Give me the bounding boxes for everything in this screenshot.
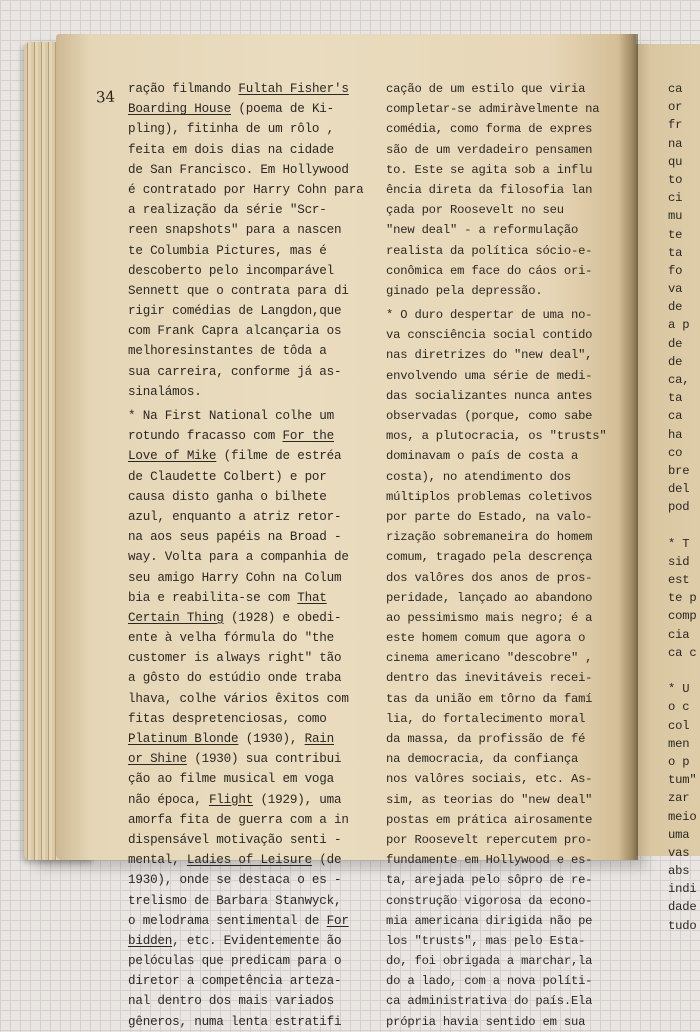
text-segment: na aos seus papéis na Broad -: [128, 530, 342, 545]
text-segment: mental,: [128, 853, 187, 868]
text-line: envolvendo uma série de medi-: [386, 368, 593, 383]
text-fragment: ca: [668, 82, 683, 96]
text-line: rização sobremaneira do homem: [386, 530, 593, 545]
text-line: [128, 362, 392, 382]
text-line: [128, 341, 392, 361]
text-line: [128, 911, 392, 931]
left-text-column: [128, 79, 392, 1032]
text-fragment: va: [668, 282, 683, 297]
text-line: [128, 79, 392, 99]
text-line: do a lado, com a nova políti-: [386, 974, 593, 989]
text-segment: (1930),: [238, 732, 305, 746]
text-line: [128, 487, 392, 507]
text-fragment: fo: [668, 263, 683, 278]
text-line: [128, 790, 392, 810]
text-line: [128, 220, 392, 240]
text-segment: ração filmando: [128, 82, 239, 96]
film-title: or Shine: [128, 752, 187, 767]
text-segment: way. Volta para a companhia de: [128, 550, 349, 565]
text-fragment: qu: [668, 154, 683, 169]
text-line: [128, 588, 392, 608]
text-line: [128, 547, 392, 567]
text-line: * O duro despertar de uma no-: [386, 308, 593, 323]
text-fragment: fr: [668, 118, 683, 133]
text-line: [128, 648, 392, 668]
text-line: [128, 467, 392, 487]
text-line: dos valôres dos anos de pros-: [386, 570, 593, 585]
film-title: For: [326, 913, 349, 928]
text-line: [128, 810, 392, 830]
text-fragment: tudo: [668, 918, 697, 933]
text-segment: pelóculas que predicam para o: [128, 954, 342, 969]
text-segment: trelismo de Barbara Stanwyck,: [128, 893, 342, 908]
text-segment: o melodrama sentimental de: [128, 913, 327, 928]
text-line: [128, 830, 392, 850]
text-line: mos, a plutocracia, os "trusts": [386, 429, 607, 444]
film-title: Certain Thing: [128, 610, 224, 625]
right-page-text-fragment: [668, 79, 700, 934]
text-segment: amorfa fita de guerra com a in: [128, 812, 349, 827]
text-segment: a realização da série "Scr-: [128, 203, 327, 218]
text-line: [128, 729, 392, 749]
text-line: lia, do fortalecimento moral: [386, 711, 586, 726]
text-segment: de Claudette Colbert) e por: [128, 469, 327, 484]
text-line: [128, 507, 392, 527]
text-line: dominavam o país de costa a: [386, 449, 579, 464]
text-line: das socializantes nunca antes: [386, 388, 593, 403]
text-line: conômica em face do cáos ori-: [386, 263, 593, 278]
text-segment: (1930) sua contribui: [186, 752, 342, 767]
text-line: do, foi obrigada a marchar,la: [386, 954, 593, 969]
text-line: por Roosevelt repercutem pro-: [386, 832, 593, 847]
text-line: [128, 749, 392, 769]
text-fragment: de: [668, 354, 683, 369]
text-fragment: ca,: [668, 373, 690, 387]
text-line: construção vigorosa da econo-: [386, 893, 593, 908]
text-line: na democracia, da confiança: [386, 752, 579, 767]
text-segment: rigir comédias de Langdon,que: [128, 304, 342, 319]
text-line: [128, 1012, 392, 1032]
text-fragment: [668, 516, 700, 534]
text-line: ta, arejada pelo sôpro de re-: [386, 873, 593, 888]
text-fragment: * T: [668, 536, 690, 551]
text-segment: ente à velha fórmula do "the: [128, 631, 335, 646]
text-line: ca administrativa do país.Ela: [386, 994, 593, 1009]
text-line: são de um verdadeiro pensamen: [386, 142, 593, 157]
text-line: [128, 769, 392, 789]
text-fragment: pod: [668, 500, 690, 515]
text-fragment: tum": [668, 773, 697, 788]
text-segment: melhoresinstantes de tôda a: [128, 344, 327, 359]
text-segment: com Frank Capra alcançaria os: [128, 324, 342, 339]
film-title: Love of Mike: [128, 449, 217, 464]
text-segment: azul, enquanto a atriz retor-: [128, 509, 342, 524]
text-line: va consciência social contido: [386, 328, 593, 343]
film-title: That: [297, 590, 327, 605]
text-fragment: mu: [668, 209, 683, 224]
text-segment: sua carreira, conforme já as-: [128, 364, 342, 379]
text-fragment: a p: [668, 318, 690, 333]
text-line: [128, 971, 392, 991]
text-fragment: te p: [668, 591, 697, 606]
text-segment: (1929), uma: [253, 792, 342, 807]
text-segment: 1930), onde se destaca o es -: [128, 873, 342, 888]
text-fragment: ta: [668, 391, 683, 406]
text-line: mia americana dirigida não pe: [386, 913, 593, 928]
text-line: comédia, como forma de expres: [386, 122, 593, 137]
text-fragment: de: [668, 336, 683, 351]
text-fragment: sid: [668, 554, 690, 569]
text-line: [128, 426, 392, 446]
text-line: [128, 261, 392, 281]
text-segment: diretor a competência arteza-: [128, 974, 342, 989]
text-fragment: te: [668, 227, 683, 242]
text-line: [128, 891, 392, 911]
text-segment: gêneros, numa lenta estratifi: [128, 1014, 342, 1029]
text-line: [128, 608, 392, 628]
text-line: tas da união em tôrno da famí: [386, 691, 593, 706]
text-fragment: o c: [668, 700, 690, 715]
text-segment: pling), fitinha de um rôlo ,: [128, 122, 335, 137]
text-line: comum, tragado pela descrença: [386, 550, 593, 565]
text-fragment: * U: [668, 682, 690, 697]
text-fragment: [668, 661, 700, 679]
text-line: dentro das inevitáveis recei-: [386, 671, 593, 686]
text-segment: reen snapshots" para a nascen: [128, 223, 342, 238]
text-fragment: o p: [668, 754, 690, 769]
text-segment: ção ao filme musical em voga: [128, 772, 335, 787]
text-line: [128, 850, 392, 870]
film-title: Platinum Blonde: [128, 732, 239, 746]
text-line: [128, 568, 392, 588]
text-segment: é contratado por Harry Cohn para: [128, 182, 364, 197]
film-title: Rain: [304, 732, 335, 746]
text-line: to. Este se agita sob a influ: [386, 162, 593, 177]
text-line: los "trusts", mas pelo Esta-: [386, 933, 586, 948]
text-line: [128, 628, 392, 648]
text-segment: causa disto ganha o bilhete: [128, 489, 327, 504]
text-line: [128, 160, 392, 180]
text-line: [128, 382, 392, 402]
text-segment: nal dentro dos mais variados: [128, 994, 335, 1009]
text-line: [128, 668, 392, 688]
text-fragment: meio: [668, 809, 697, 824]
text-segment: (1928) e obedi-: [223, 610, 342, 625]
text-fragment: ha: [668, 427, 683, 442]
text-segment: (poema de Ki-: [231, 102, 335, 117]
text-line: ao pessimismo mais negro; é a: [386, 610, 593, 625]
film-title: Boarding House: [128, 102, 232, 117]
film-title: Fultah Fisher's: [238, 82, 349, 96]
text-line: "new deal" - a reformulação: [386, 223, 579, 238]
text-fragment: dade: [668, 900, 697, 915]
text-line: [128, 709, 392, 729]
text-segment: descoberto pelo incomparável: [128, 263, 335, 278]
text-line: nas diretrizes do "new deal",: [386, 348, 593, 363]
text-fragment: ca: [668, 409, 683, 424]
film-title: bidden: [128, 933, 173, 948]
text-line: [128, 870, 392, 890]
text-fragment: col: [668, 718, 690, 733]
text-segment: bia e reabilita-se com: [128, 590, 298, 605]
text-segment: (filme de estréa: [216, 449, 342, 464]
text-line: [128, 527, 392, 547]
text-line: sim, as teorias do "new deal": [386, 792, 593, 807]
text-line: fundamente em Hollywood e es-: [386, 853, 593, 868]
text-line: [128, 991, 392, 1011]
film-title: Flight: [208, 792, 254, 807]
text-line: çada por Roosevelt no seu: [386, 203, 564, 218]
text-line: própria havia sentido em sua: [386, 1014, 586, 1029]
text-line: completar-se admiràvelmente na: [386, 102, 600, 117]
text-line: este homem comum que agora o: [386, 631, 586, 646]
text-segment: rotundo fracasso com: [128, 429, 283, 444]
text-line: [128, 99, 392, 119]
text-line: cação de um estilo que viria: [386, 82, 586, 96]
text-fragment: comp: [668, 609, 697, 624]
text-line: postas em prática airosamente: [386, 812, 593, 827]
text-fragment: na: [668, 136, 683, 151]
text-fragment: bre: [668, 463, 690, 478]
text-line: [128, 446, 392, 466]
text-fragment: to: [668, 172, 683, 187]
text-fragment: ca c: [668, 645, 697, 660]
text-line: [128, 406, 392, 426]
text-fragment: abs: [668, 864, 690, 879]
text-line: observadas (porque, como sabe: [386, 409, 593, 423]
text-line: múltiplos problemas coletivos: [386, 489, 593, 504]
text-line: [128, 689, 392, 709]
text-fragment: uma: [668, 827, 690, 842]
text-fragment: vas: [668, 845, 690, 860]
text-segment: dispensável motivação senti -: [128, 832, 342, 847]
text-line: da massa, da profissão de fé: [386, 732, 586, 746]
text-line: [128, 931, 392, 951]
film-title: For the: [282, 429, 335, 444]
text-line: ência direta da filosofia lan: [386, 182, 593, 197]
text-segment: te Columbia Pictures, mas é: [128, 243, 327, 258]
page-number: 34: [95, 87, 116, 107]
text-segment: fitas despretenciosas, como: [128, 711, 327, 726]
text-segment: , etc. Evidentemente ão: [172, 933, 342, 948]
text-line: [128, 951, 392, 971]
text-segment: (de: [311, 853, 342, 868]
text-segment: seu amigo Harry Cohn na Colum: [128, 570, 342, 585]
text-segment: não época,: [128, 792, 209, 807]
text-fragment: cia: [668, 627, 690, 642]
text-line: peridade, lançado ao abandono: [386, 590, 593, 605]
text-line: [128, 281, 392, 301]
text-segment: feita em dois dias na cidade: [128, 142, 335, 157]
text-fragment: or: [668, 100, 683, 115]
middle-text-column: [386, 79, 624, 1032]
text-line: [128, 301, 392, 321]
text-line: por parte do Estado, na valo-: [386, 509, 593, 524]
text-line: cinema americano "descobre" ,: [386, 651, 593, 666]
text-segment: de San Francisco. Em Hollywood: [128, 162, 349, 177]
text-line: [128, 241, 392, 261]
text-fragment: zar: [668, 791, 690, 806]
text-line: [128, 119, 392, 139]
text-segment: sinalámos.: [128, 384, 202, 399]
text-line: [128, 321, 392, 341]
text-segment: lhava, colhe vários êxitos com: [128, 691, 349, 706]
text-line: [128, 140, 392, 160]
text-fragment: del: [668, 482, 690, 497]
text-line: realista da política sócio-e-: [386, 243, 593, 258]
text-line: [128, 200, 392, 220]
text-fragment: est: [668, 573, 690, 588]
text-fragment: co: [668, 445, 683, 460]
text-fragment: ta: [668, 245, 683, 260]
text-line: costa), no atendimento dos: [386, 469, 571, 484]
text-segment: Sennett que o contrata para di: [128, 283, 349, 298]
text-fragment: de: [668, 300, 683, 315]
text-segment: * Na First National colhe um: [128, 409, 335, 423]
film-title: Ladies of Leisure: [186, 853, 312, 868]
text-line: ginado pela depressão.: [386, 283, 543, 298]
text-line: [128, 180, 392, 200]
text-fragment: men: [668, 736, 690, 751]
text-line: nos valôres sociais, etc. As-: [386, 772, 593, 787]
text-segment: customer is always right" tão: [128, 651, 342, 666]
text-segment: a gôsto do estúdio onde traba: [128, 671, 342, 686]
text-fragment: indi: [668, 882, 697, 897]
text-fragment: ci: [668, 191, 683, 206]
